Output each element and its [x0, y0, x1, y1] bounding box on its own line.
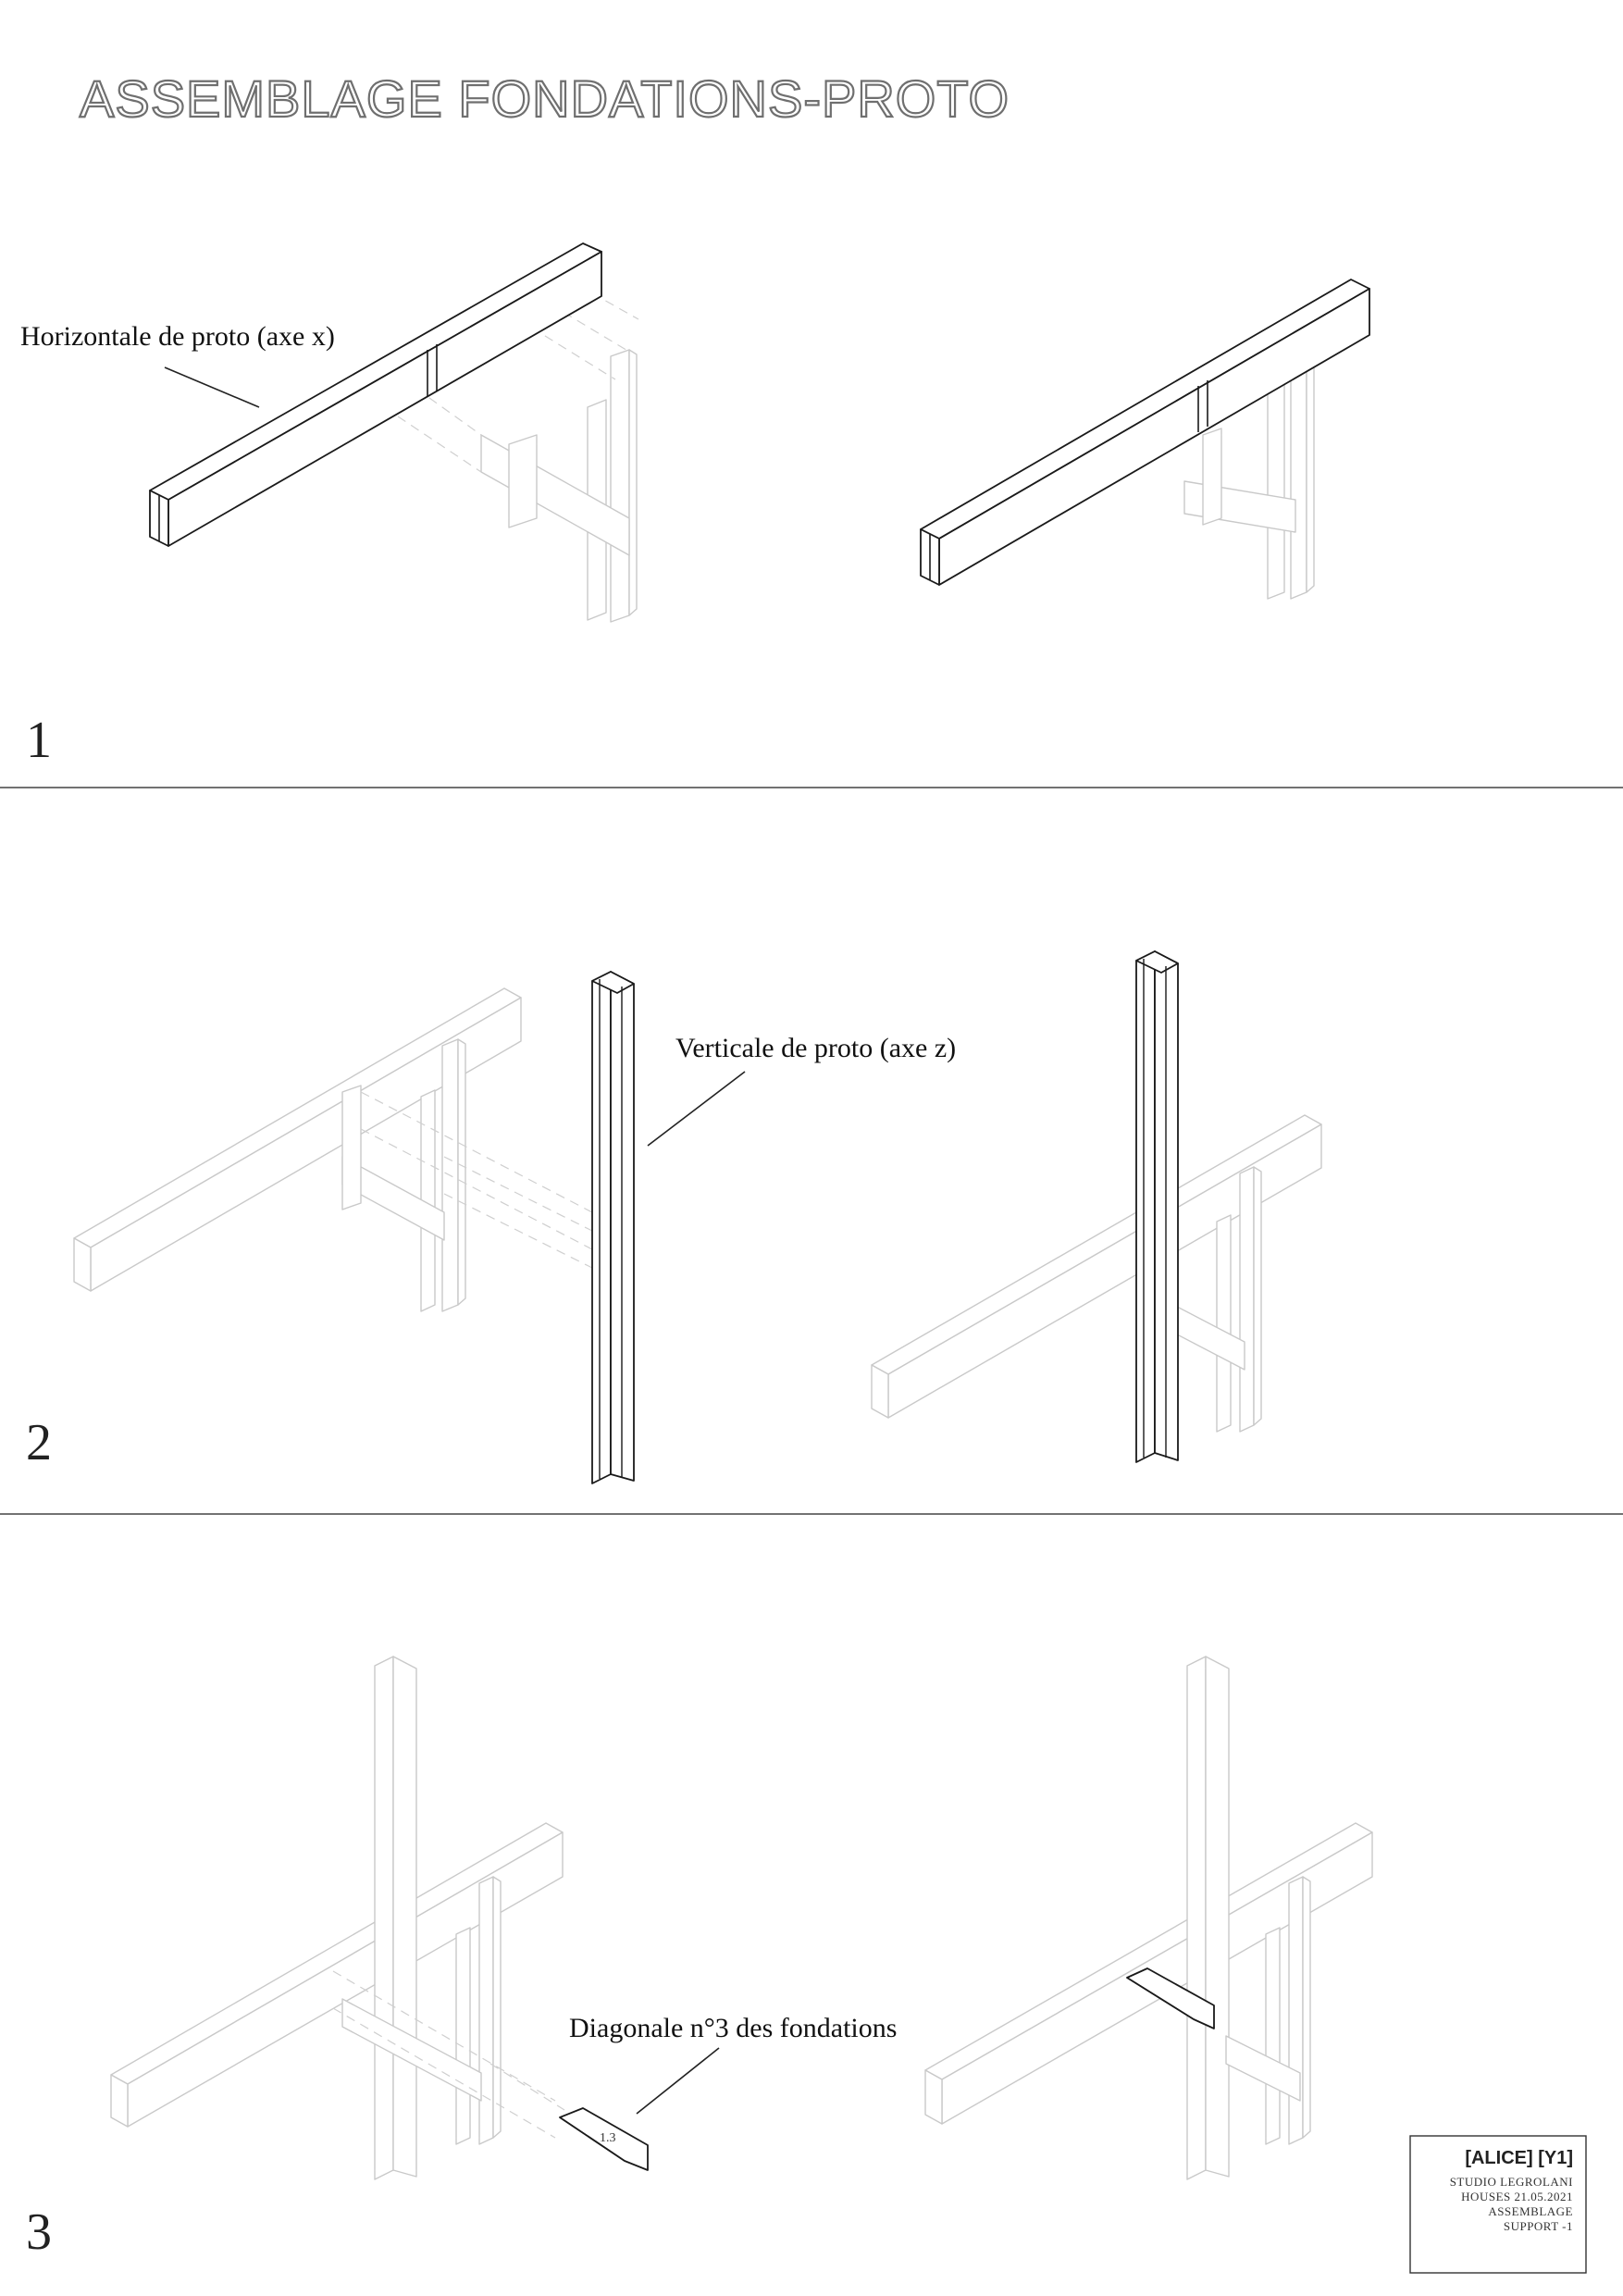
sheet-title: ASSEMBLAGE FONDATIONS-PROTO [80, 69, 1010, 128]
sheet-type-line: ASSEMBLAGE [1488, 2204, 1573, 2218]
leader-line-1 [165, 367, 259, 407]
assembled-view-2 [872, 951, 1321, 1462]
label-vertical-member: Verticale de proto (axe z) [675, 1033, 957, 1063]
step-number-1: 1 [26, 712, 52, 769]
project-code: [ALICE] [Y1] [1465, 2148, 1573, 2168]
studio-line: STUDIO LEGROLANI [1449, 2175, 1573, 2189]
panel-step-3 [26, 1657, 1372, 2261]
title-block [1410, 2136, 1586, 2273]
vertical-member [592, 972, 634, 1483]
piece-tag: 1.3 [600, 2131, 616, 2145]
leader-line-2 [648, 1072, 745, 1146]
assembled-view-1 [921, 279, 1369, 599]
date-line: HOUSES 21.05.2021 [1461, 2190, 1573, 2203]
panel-step-1 [20, 243, 1369, 769]
label-horizontal-beam: Horizontale de proto (axe x) [20, 321, 335, 352]
diagonal-piece [560, 2108, 648, 2170]
step-number-3: 3 [26, 2203, 52, 2261]
existing-structure-faint [111, 1657, 564, 2179]
label-diagonal-piece: Diagonale n°3 des fondations [569, 2013, 898, 2043]
panel-step-2 [26, 951, 1321, 1483]
assembled-view-3 [925, 1657, 1372, 2179]
support-line: SUPPORT -1 [1503, 2219, 1573, 2233]
leader-line-3 [637, 2048, 719, 2114]
step-number-2: 2 [26, 1414, 52, 1471]
existing-structure-faint [74, 988, 592, 1311]
